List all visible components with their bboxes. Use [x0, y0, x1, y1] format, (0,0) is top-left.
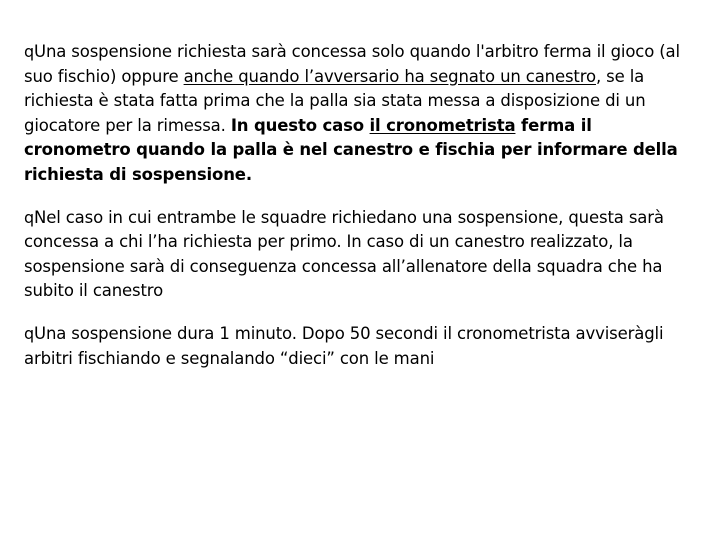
p1-seg-bold-underlined: il cronometrista [369, 115, 516, 135]
p3-seg-0: Una sospensione dura 1 minuto. Dopo 50 secondi il cronometrista avviseràgli arbitri fischiando e segnalando “dieci” con le mani [24, 323, 664, 368]
bullet-icon: q [24, 42, 35, 61]
p1-seg-0: Una sospensione richiesta sarà concessa solo quando l'arbitro ferma il gioco (al suo fischio) oppure [24, 42, 680, 86]
p2-seg-0: Nel caso in cui entrambe le squadre richiedano una sospensione, questa sarà concessa a chi l’ha richiesta per primo. In caso di un canestro realizzato, la sospensione sarà di conseguenza concessa all’allenatore della squadra che ha subito il canestro [24, 207, 664, 301]
paragraph-2 [24, 206, 698, 304]
paragraph-3 [24, 322, 698, 371]
bullet-icon: q [24, 207, 35, 227]
bullet-icon: q [24, 323, 35, 343]
paragraph-1 [24, 40, 698, 188]
p1-seg-2: , se la richiesta è stata fatta prima che la palla sia stata messa a disposizione di un giocatore per la rimessa. [24, 66, 646, 135]
p1-seg-bold-2: ferma il cronometro quando la palla è nel canestro e fischia per informare della richiesta di sospensione. [24, 115, 678, 184]
p1-seg-underlined: anche quando l’avversario ha segnato un canestro [183, 66, 596, 86]
p1-seg-bold: In questo caso [230, 115, 370, 135]
